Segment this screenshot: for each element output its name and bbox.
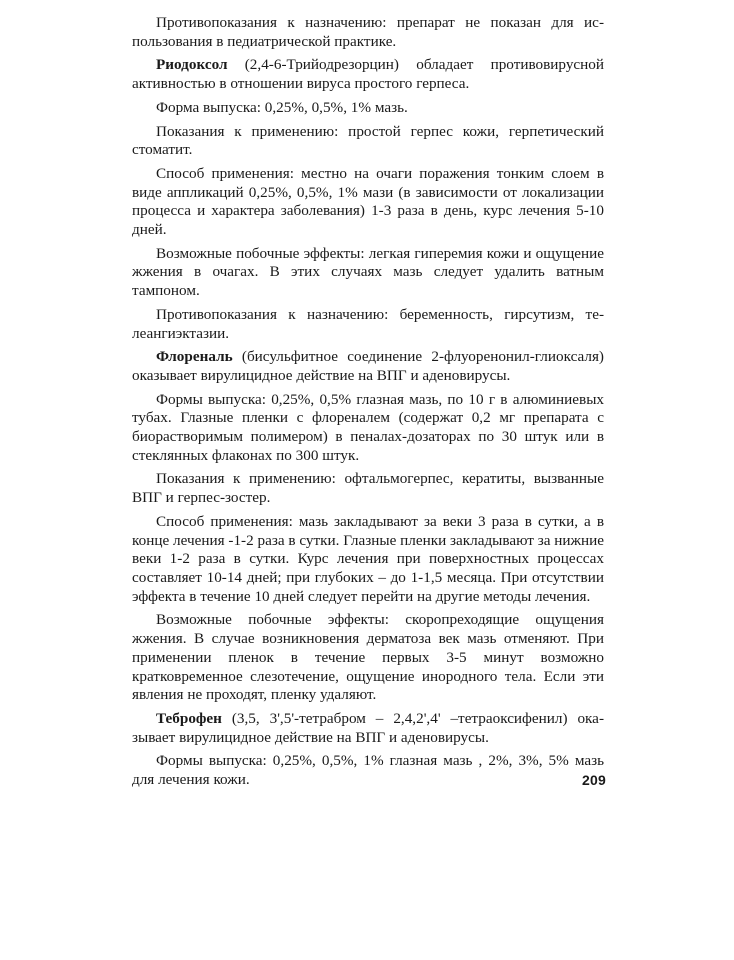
paragraph	[132, 245, 604, 301]
paragraph	[132, 348, 604, 385]
paragraph-text: Показания к применению: офтальмогерпес, кератиты, вызванные ВПГ и герпес-зостер.	[132, 470, 604, 507]
paragraph-text: Способ применения: местно на очаги поражения тонким слоем в виде аппликаций 0,25%, 0,5%, 1% мази (в зависимости от локализации процесса и характера заболевания) 1-3 раза в день, курс лечения 5-10 дней.	[132, 164, 604, 239]
paragraph-text: (3,5, 3',5'-тетрабром – 2,4,2',4' –тетраоксифенил) оказывает вирулицидное действие на ВПГ и аденовирусы.	[132, 709, 604, 746]
drug-name: Флореналь	[156, 348, 233, 366]
body-text	[132, 14, 604, 795]
drug-name: Теброфен	[156, 709, 222, 727]
page-number: 209	[582, 772, 606, 788]
paragraph-text: Показания к применению: простой герпес кожи, герпетический стоматит.	[132, 122, 604, 159]
paragraph-text: Формы выпуска: 0,25%, 0,5%, 1% глазная мазь , 2%, 3%, 5% мазь для лечения кожи.	[132, 752, 604, 789]
paragraph	[132, 99, 604, 118]
paragraph	[132, 752, 604, 789]
paragraph	[132, 306, 604, 343]
paragraph	[132, 710, 604, 747]
paragraph	[132, 470, 604, 507]
paragraph-text: (бисульфитное соединение 2-флуоренонил-глиоксаля) оказывает вирулицидное действие на ВПГ и аденовирусы.	[132, 348, 604, 384]
paragraph	[132, 123, 604, 160]
drug-name: Риодоксол	[156, 56, 228, 74]
paragraph	[132, 14, 604, 51]
paragraph-text: Возможные побочные эффекты: скоропреходящие ощущения жжения. В случае возникновения дерматоза век мазь отменяют. При применении пленок в течение первых 3-5 минут возможно кратковременное слезотечение, ощущение инородного тела. Если эти явления не проходят, пленку удаляют.	[132, 611, 604, 704]
paragraph-text: Способ применения: мазь закладывают за веки 3 раза в сутки, а в конце лечения -1-2 раза в сутки. Глазные пленки закладывают за нижние веки 1-2 раза в сутки. Курс лечения при поверхностных процессах составляет 10-14 дней; при глубоких – до 1-1,5 месяца. При отсутствии эффекта в течение 10 дней следует перейти на другие методы лечения.	[132, 512, 604, 605]
paragraph	[132, 165, 604, 240]
paragraph	[132, 391, 604, 466]
paragraph-text: Форма выпуска: 0,25%, 0,5%, 1% мазь.	[156, 98, 408, 116]
paragraph-text: Формы выпуска: 0,25%, 0,5% глазная мазь, по 10 г в алюминиевых тубах. Глазные пленки с флореналем (содержат 0,2 мг препарата с биорастворимым полимером) в пеналах-дозаторах по 30 штук или в стеклянных флаконах по 300 штук.	[132, 390, 604, 464]
paragraph-text: Возможные побочные эффекты: легкая гиперемия кожи и ощущение жжения в очагах. В этих случаях мазь следует удалить ватным тампоном.	[132, 244, 604, 300]
paragraph-text: Противопоказания к назначению: препарат не показан для использования в педиатрической практике.	[132, 14, 604, 50]
paragraph	[132, 56, 604, 93]
paragraph	[132, 611, 604, 705]
paragraph-text: Противопоказания к назначению: беременность, гирсутизм, телеангиэктазии.	[132, 305, 604, 342]
paragraph-text: (2,4-6-Трийодрезорцин) обладает противовирусной активностью в отношении вируса простого герпеса.	[132, 56, 604, 93]
paragraph	[132, 513, 604, 607]
